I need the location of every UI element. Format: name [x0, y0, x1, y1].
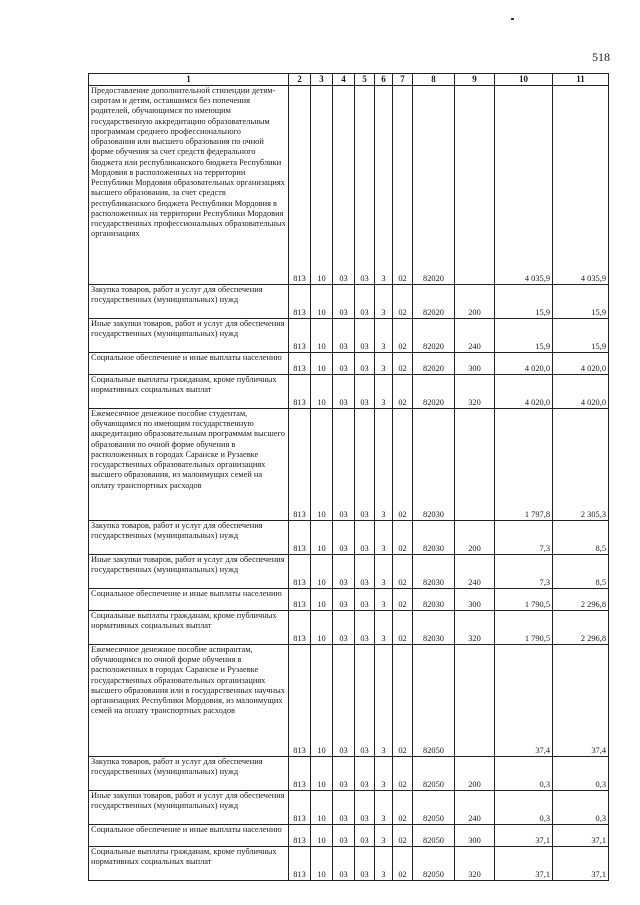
- col-8-cell: 82050: [413, 790, 455, 824]
- col-8-cell: 82050: [413, 756, 455, 790]
- header-cell: 8: [413, 74, 455, 86]
- col-2-cell: 813: [289, 824, 311, 846]
- col-11-cell: 4 020,0: [553, 374, 609, 408]
- col-4-cell: 03: [333, 824, 355, 846]
- table-row: [89, 374, 609, 408]
- col-7-cell: 02: [393, 85, 413, 284]
- col-5-cell: 03: [355, 756, 375, 790]
- header-cell: 9: [455, 74, 495, 86]
- table-row: [89, 756, 609, 790]
- header-cell: 3: [311, 74, 333, 86]
- col-11-cell: 15,9: [553, 284, 609, 318]
- col-2-cell: 813: [289, 790, 311, 824]
- col-11-cell: 8,5: [553, 520, 609, 554]
- row-name-cell: Закупка товаров, работ и услуг для обеспечения государственных (муниципальных) нужд: [89, 284, 289, 318]
- col-7-cell: 02: [393, 790, 413, 824]
- col-3-cell: 10: [311, 554, 333, 588]
- col-5-cell: 03: [355, 408, 375, 520]
- col-6-cell: 3: [375, 846, 393, 880]
- col-9-cell: 300: [455, 352, 495, 374]
- col-7-cell: 02: [393, 644, 413, 756]
- col-8-cell: 82050: [413, 846, 455, 880]
- col-7-cell: 02: [393, 284, 413, 318]
- col-10-cell: 4 035,9: [495, 85, 553, 284]
- scan-speck: [511, 18, 514, 20]
- col-10-cell: 15,9: [495, 318, 553, 352]
- col-2-cell: 813: [289, 284, 311, 318]
- table-row: [89, 610, 609, 644]
- row-name-cell: Социальные выплаты гражданам, кроме публичных нормативных социальных выплат: [89, 374, 289, 408]
- col-7-cell: 02: [393, 352, 413, 374]
- header-cell: 10: [495, 74, 553, 86]
- col-6-cell: 3: [375, 284, 393, 318]
- col-11-cell: 8,5: [553, 554, 609, 588]
- col-10-cell: 0,3: [495, 790, 553, 824]
- col-2-cell: 813: [289, 554, 311, 588]
- table-row: [89, 644, 609, 756]
- col-8-cell: 82030: [413, 588, 455, 610]
- col-2-cell: 813: [289, 756, 311, 790]
- col-5-cell: 03: [355, 85, 375, 284]
- header-cell: 4: [333, 74, 355, 86]
- col-9-cell: 200: [455, 756, 495, 790]
- col-6-cell: 3: [375, 85, 393, 284]
- row-name-cell: Ежемесячное денежное пособие аспирантам, обучающимся по очной форме обучения в расположенных в городах Саранске и Рузаевке государственных образовательных организациях высшего образования или в государственных научных организациях Республики Мордовия, из малоимущих семей на оплату транспортных расходов: [89, 644, 289, 756]
- col-10-cell: 4 020,0: [495, 374, 553, 408]
- table-row: [89, 824, 609, 846]
- table-row: [89, 520, 609, 554]
- col-5-cell: 03: [355, 588, 375, 610]
- col-4-cell: 03: [333, 374, 355, 408]
- col-4-cell: 03: [333, 846, 355, 880]
- col-10-cell: 7,3: [495, 520, 553, 554]
- row-name-cell: Иные закупки товаров, работ и услуг для обеспечения государственных (муниципальных) нужд: [89, 318, 289, 352]
- col-5-cell: 03: [355, 824, 375, 846]
- col-10-cell: 37,1: [495, 824, 553, 846]
- table-row: [89, 790, 609, 824]
- col-3-cell: 10: [311, 790, 333, 824]
- col-9-cell: 320: [455, 374, 495, 408]
- col-3-cell: 10: [311, 520, 333, 554]
- col-9-cell: [455, 644, 495, 756]
- col-11-cell: 15,9: [553, 318, 609, 352]
- col-4-cell: 03: [333, 644, 355, 756]
- row-name-cell: Иные закупки товаров, работ и услуг для обеспечения государственных (муниципальных) нужд: [89, 790, 289, 824]
- col-9-cell: 320: [455, 846, 495, 880]
- col-4-cell: 03: [333, 352, 355, 374]
- col-9-cell: 240: [455, 554, 495, 588]
- col-9-cell: 240: [455, 790, 495, 824]
- col-10-cell: 1 790,5: [495, 588, 553, 610]
- col-6-cell: 3: [375, 824, 393, 846]
- col-6-cell: 3: [375, 408, 393, 520]
- col-4-cell: 03: [333, 790, 355, 824]
- col-11-cell: 2 305,3: [553, 408, 609, 520]
- col-4-cell: 03: [333, 756, 355, 790]
- col-3-cell: 10: [311, 756, 333, 790]
- table-row: [89, 352, 609, 374]
- table-row: [89, 588, 609, 610]
- header-cell: 2: [289, 74, 311, 86]
- col-10-cell: 4 020,0: [495, 352, 553, 374]
- col-9-cell: 320: [455, 610, 495, 644]
- row-name-cell: Предоставление дополнительной стипендии детям-сиротам и детям, оставшимся без попечения родителей, обучающимся по имеющим государственную аккредитацию образовательным программам среднего профессионального образования или высшего образования по очной форме обучения за счет средств федерального бюджета или республиканского бюджета Республики Мордовия в расположенных на территории Республики Мордовия образовательных организациях высшего образования, за счет средств республиканского бюджета Республики Мордовия в расположенных на территории Республики Мордовия государственных профессиональных образовательных организациях: [89, 85, 289, 284]
- col-11-cell: 0,3: [553, 756, 609, 790]
- col-2-cell: 813: [289, 610, 311, 644]
- row-name-cell: Социальное обеспечение и иные выплаты населению: [89, 588, 289, 610]
- col-11-cell: 2 296,8: [553, 588, 609, 610]
- col-4-cell: 03: [333, 408, 355, 520]
- col-2-cell: 813: [289, 520, 311, 554]
- col-5-cell: 03: [355, 284, 375, 318]
- col-3-cell: 10: [311, 588, 333, 610]
- col-8-cell: 82030: [413, 610, 455, 644]
- col-8-cell: 82030: [413, 520, 455, 554]
- col-6-cell: 3: [375, 610, 393, 644]
- col-3-cell: 10: [311, 846, 333, 880]
- col-6-cell: 3: [375, 352, 393, 374]
- col-2-cell: 813: [289, 85, 311, 284]
- col-6-cell: 3: [375, 318, 393, 352]
- col-8-cell: 82020: [413, 374, 455, 408]
- row-name-cell: Закупка товаров, работ и услуг для обеспечения государственных (муниципальных) нужд: [89, 756, 289, 790]
- col-8-cell: 82020: [413, 352, 455, 374]
- row-name-cell: Социальное обеспечение и иные выплаты населению: [89, 352, 289, 374]
- col-5-cell: 03: [355, 318, 375, 352]
- col-5-cell: 03: [355, 846, 375, 880]
- col-8-cell: 82030: [413, 408, 455, 520]
- col-7-cell: 02: [393, 554, 413, 588]
- col-4-cell: 03: [333, 520, 355, 554]
- col-8-cell: 82020: [413, 318, 455, 352]
- col-11-cell: 2 296,8: [553, 610, 609, 644]
- header-row: [89, 74, 609, 86]
- col-7-cell: 02: [393, 374, 413, 408]
- col-6-cell: 3: [375, 644, 393, 756]
- col-3-cell: 10: [311, 408, 333, 520]
- col-5-cell: 03: [355, 520, 375, 554]
- col-5-cell: 03: [355, 374, 375, 408]
- header-cell: 5: [355, 74, 375, 86]
- col-2-cell: 813: [289, 644, 311, 756]
- col-8-cell: 82020: [413, 284, 455, 318]
- col-2-cell: 813: [289, 846, 311, 880]
- col-3-cell: 10: [311, 824, 333, 846]
- col-9-cell: 300: [455, 588, 495, 610]
- row-name-cell: Социальные выплаты гражданам, кроме публичных нормативных социальных выплат: [89, 610, 289, 644]
- col-5-cell: 03: [355, 352, 375, 374]
- col-4-cell: 03: [333, 588, 355, 610]
- row-name-cell: Закупка товаров, работ и услуг для обеспечения государственных (муниципальных) нужд: [89, 520, 289, 554]
- col-3-cell: 10: [311, 374, 333, 408]
- table-row: [89, 284, 609, 318]
- col-2-cell: 813: [289, 374, 311, 408]
- col-7-cell: 02: [393, 846, 413, 880]
- col-4-cell: 03: [333, 318, 355, 352]
- col-2-cell: 813: [289, 408, 311, 520]
- col-3-cell: 10: [311, 318, 333, 352]
- col-10-cell: 7,3: [495, 554, 553, 588]
- col-6-cell: 3: [375, 554, 393, 588]
- col-6-cell: 3: [375, 520, 393, 554]
- col-10-cell: 0,3: [495, 756, 553, 790]
- col-9-cell: [455, 85, 495, 284]
- col-11-cell: 37,1: [553, 846, 609, 880]
- header-cell: 6: [375, 74, 393, 86]
- table-row: [89, 408, 609, 520]
- col-3-cell: 10: [311, 352, 333, 374]
- col-9-cell: 200: [455, 520, 495, 554]
- col-8-cell: 82050: [413, 644, 455, 756]
- col-7-cell: 02: [393, 408, 413, 520]
- col-7-cell: 02: [393, 610, 413, 644]
- col-11-cell: 4 020,0: [553, 352, 609, 374]
- header-cell: 11: [553, 74, 609, 86]
- col-10-cell: 15,9: [495, 284, 553, 318]
- col-7-cell: 02: [393, 756, 413, 790]
- col-6-cell: 3: [375, 790, 393, 824]
- col-7-cell: 02: [393, 520, 413, 554]
- col-10-cell: 1 797,8: [495, 408, 553, 520]
- col-7-cell: 02: [393, 588, 413, 610]
- col-4-cell: 03: [333, 284, 355, 318]
- table-row: [89, 318, 609, 352]
- row-name-cell: Ежемесячное денежное пособие студентам, обучающимся по имеющим государственную аккредитацию образовательным программам высшего образования по очной форме обучения в расположенных в городах Саранске и Рузаевке государственных образовательных организациях высшего образования, из малоимущих семей на оплату транспортных расходов: [89, 408, 289, 520]
- table-row: [89, 85, 609, 284]
- col-5-cell: 03: [355, 790, 375, 824]
- col-11-cell: 37,4: [553, 644, 609, 756]
- budget-table: [88, 73, 609, 881]
- col-8-cell: 82020: [413, 85, 455, 284]
- col-3-cell: 10: [311, 85, 333, 284]
- col-8-cell: 82030: [413, 554, 455, 588]
- col-4-cell: 03: [333, 554, 355, 588]
- col-2-cell: 813: [289, 588, 311, 610]
- col-4-cell: 03: [333, 610, 355, 644]
- page-number: 518: [592, 50, 610, 64]
- col-3-cell: 10: [311, 644, 333, 756]
- col-2-cell: 813: [289, 318, 311, 352]
- table-row: [89, 846, 609, 880]
- col-5-cell: 03: [355, 610, 375, 644]
- col-10-cell: 1 790,5: [495, 610, 553, 644]
- col-6-cell: 3: [375, 756, 393, 790]
- col-5-cell: 03: [355, 554, 375, 588]
- col-9-cell: 300: [455, 824, 495, 846]
- col-8-cell: 82050: [413, 824, 455, 846]
- header-cell: 7: [393, 74, 413, 86]
- col-3-cell: 10: [311, 284, 333, 318]
- row-name-cell: Иные закупки товаров, работ и услуг для обеспечения государственных (муниципальных) нужд: [89, 554, 289, 588]
- col-10-cell: 37,4: [495, 644, 553, 756]
- table-row: [89, 554, 609, 588]
- col-9-cell: 200: [455, 284, 495, 318]
- col-7-cell: 02: [393, 318, 413, 352]
- col-3-cell: 10: [311, 610, 333, 644]
- col-10-cell: 37,1: [495, 846, 553, 880]
- col-11-cell: 0,3: [553, 790, 609, 824]
- header-cell: 1: [89, 74, 289, 86]
- col-7-cell: 02: [393, 824, 413, 846]
- col-11-cell: 37,1: [553, 824, 609, 846]
- col-4-cell: 03: [333, 85, 355, 284]
- col-9-cell: [455, 408, 495, 520]
- col-5-cell: 03: [355, 644, 375, 756]
- row-name-cell: Социальные выплаты гражданам, кроме публичных нормативных социальных выплат: [89, 846, 289, 880]
- col-9-cell: 240: [455, 318, 495, 352]
- col-6-cell: 3: [375, 374, 393, 408]
- row-name-cell: Социальное обеспечение и иные выплаты населению: [89, 824, 289, 846]
- col-11-cell: 4 035,9: [553, 85, 609, 284]
- col-2-cell: 813: [289, 352, 311, 374]
- col-6-cell: 3: [375, 588, 393, 610]
